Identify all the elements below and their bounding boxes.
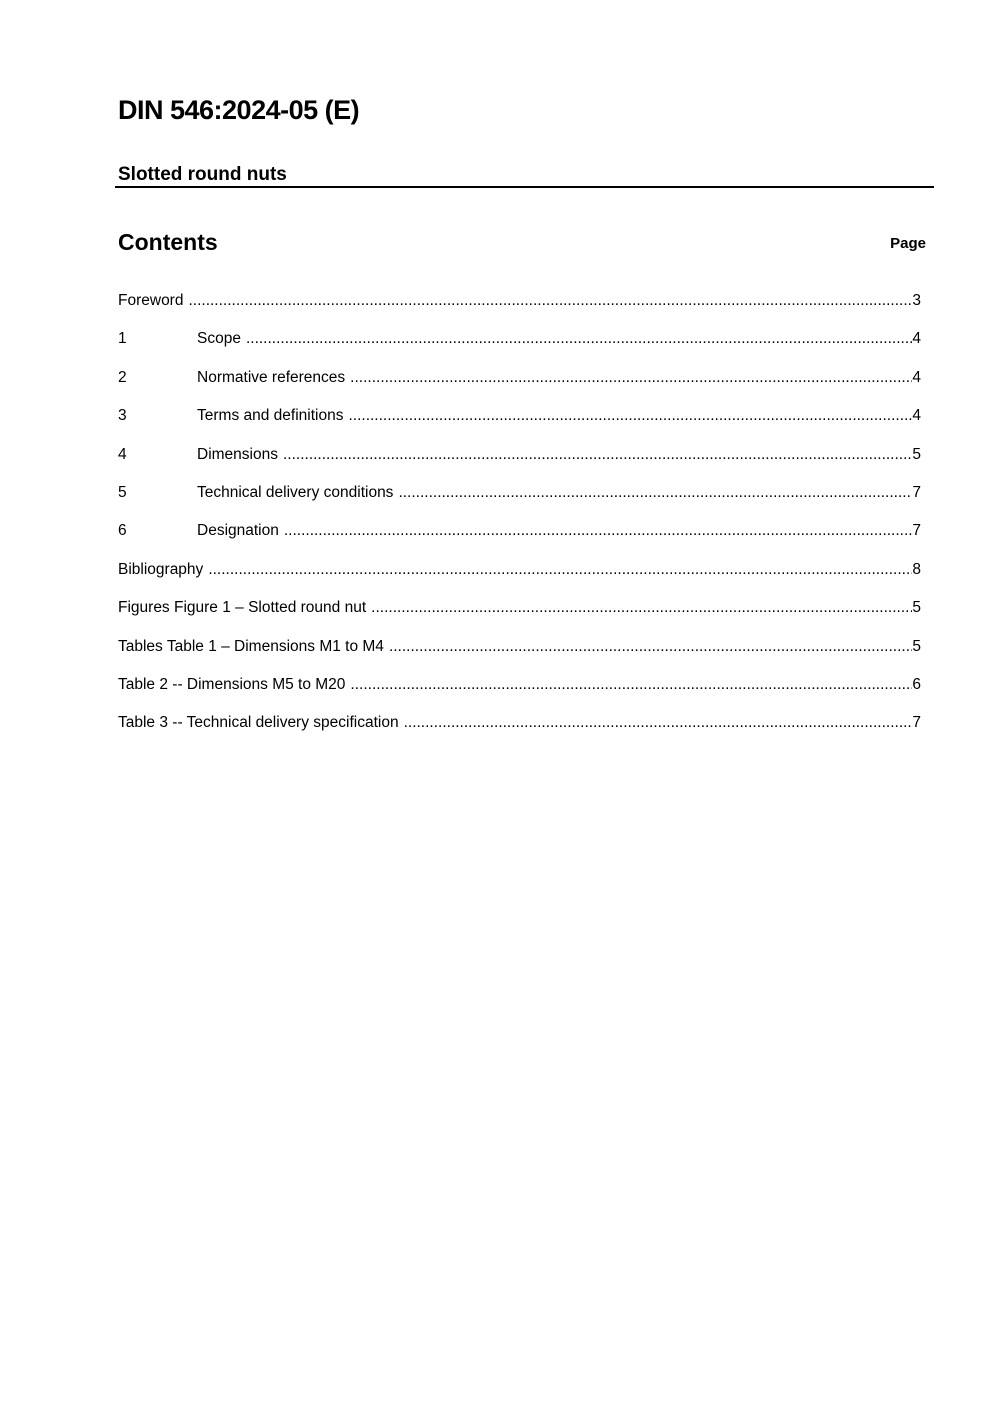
toc-entry-number: 4: [118, 445, 127, 463]
toc-dot-leader: [398, 483, 912, 503]
toc-dot-leader: [371, 598, 912, 618]
toc-dot-leader: [188, 291, 912, 311]
toc-entry-designation[interactable]: [118, 521, 921, 559]
toc-entry-dimensions[interactable]: [118, 445, 921, 483]
toc-dot-leader: [283, 445, 912, 465]
toc-dot-leader: [350, 675, 912, 695]
toc-dot-leader: [389, 637, 912, 657]
page-column-heading: Page: [890, 235, 926, 252]
toc-dot-leader: [350, 368, 912, 388]
toc-entry-label: Table 2 -- Dimensions M5 to M20: [118, 675, 346, 693]
toc-entry-number: 2: [118, 368, 127, 386]
toc-entry-label: Designation: [197, 522, 279, 540]
toc-entry-label: Bibliography: [118, 560, 204, 578]
toc-dot-leader: [208, 560, 912, 580]
toc-entry-page: 7: [912, 483, 921, 501]
toc-entry-normative-references[interactable]: [118, 368, 921, 406]
toc-entry-table-2[interactable]: [118, 675, 921, 713]
toc-entry-page: 4: [912, 368, 921, 386]
toc-entry-table-1[interactable]: [118, 637, 921, 675]
toc-entry-label: Dimensions: [197, 445, 278, 463]
toc-entry-figure-1[interactable]: [118, 598, 921, 636]
toc-entry-page: 3: [912, 292, 921, 309]
table-of-contents: [118, 291, 921, 752]
toc-entry-foreword[interactable]: [118, 291, 921, 329]
toc-entry-page: 8: [912, 560, 921, 578]
toc-entry-number: 1: [118, 330, 127, 348]
toc-entry-label: Normative references: [197, 368, 346, 386]
toc-entry-label: Figures Figure 1 – Slotted round nut: [118, 599, 367, 617]
toc-entry-page: 6: [912, 675, 921, 693]
toc-entry-label: Foreword: [118, 292, 184, 309]
toc-entry-label: Tables Table 1 – Dimensions M1 to M4: [118, 637, 384, 655]
toc-entry-technical-delivery-conditions[interactable]: [118, 483, 921, 521]
toc-entry-number: 6: [118, 522, 127, 540]
toc-entry-label: Technical delivery conditions: [197, 483, 394, 501]
toc-entry-page: 4: [912, 407, 921, 425]
toc-dot-leader: [246, 329, 912, 349]
toc-entry-table-3[interactable]: [118, 713, 921, 751]
toc-entry-page: 5: [912, 445, 921, 463]
toc-entry-number: 5: [118, 483, 127, 501]
toc-entry-label: Table 3 -- Technical delivery specification: [118, 714, 399, 732]
toc-entry-scope[interactable]: [118, 329, 921, 367]
toc-entry-label: Scope: [197, 330, 241, 348]
toc-entry-page: 7: [912, 714, 921, 732]
toc-entry-label: Terms and definitions: [197, 407, 344, 425]
toc-entry-terms-and-definitions[interactable]: [118, 406, 921, 444]
toc-dot-leader: [284, 521, 913, 541]
toc-entry-page: 4: [912, 330, 921, 348]
toc-entry-number: 3: [118, 407, 127, 425]
toc-dot-leader: [348, 406, 912, 426]
toc-entry-page: 5: [912, 637, 921, 655]
toc-entry-bibliography[interactable]: [118, 560, 921, 598]
toc-entry-page: 5: [912, 599, 921, 617]
toc-entry-page: 7: [912, 522, 921, 540]
toc-dot-leader: [404, 713, 913, 733]
title-rule: [115, 186, 934, 188]
contents-heading: Contents: [118, 229, 218, 255]
document-title: Slotted round nuts: [118, 164, 287, 185]
document-id: DIN 546:2024-05 (E): [118, 95, 360, 125]
